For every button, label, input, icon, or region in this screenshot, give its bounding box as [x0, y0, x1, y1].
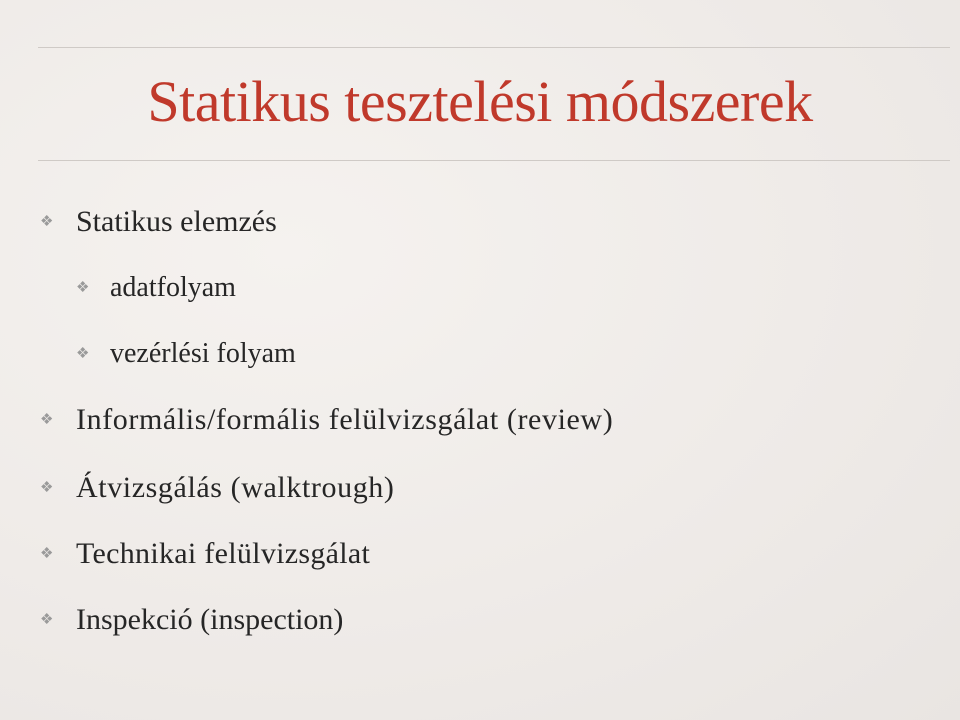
bullet-text: Inspekció (inspection)	[76, 603, 344, 636]
bullet-text: Statikus elemzés	[76, 205, 277, 238]
diamond-bullet-icon: ❖	[40, 612, 54, 628]
bullet-text: Technikai felülvizsgálat	[76, 537, 371, 570]
diamond-bullet-icon: ❖	[76, 280, 90, 296]
diamond-bullet-icon: ❖	[40, 214, 54, 230]
bullet-text: vezérlési folyam	[110, 338, 296, 369]
bullet-text: Informális/formális felülvizsgálat (review)	[76, 403, 614, 436]
bullet-text: adatfolyam	[110, 272, 236, 303]
diamond-bullet-icon: ❖	[40, 546, 54, 562]
diamond-bullet-icon: ❖	[40, 480, 55, 496]
diamond-bullet-icon: ❖	[40, 412, 55, 428]
diamond-bullet-icon: ❖	[76, 346, 90, 362]
bullet-text: Átvizsgálás (walktrough)	[76, 471, 395, 504]
slide-title: Statikus tesztelési módszerek	[147, 69, 813, 134]
